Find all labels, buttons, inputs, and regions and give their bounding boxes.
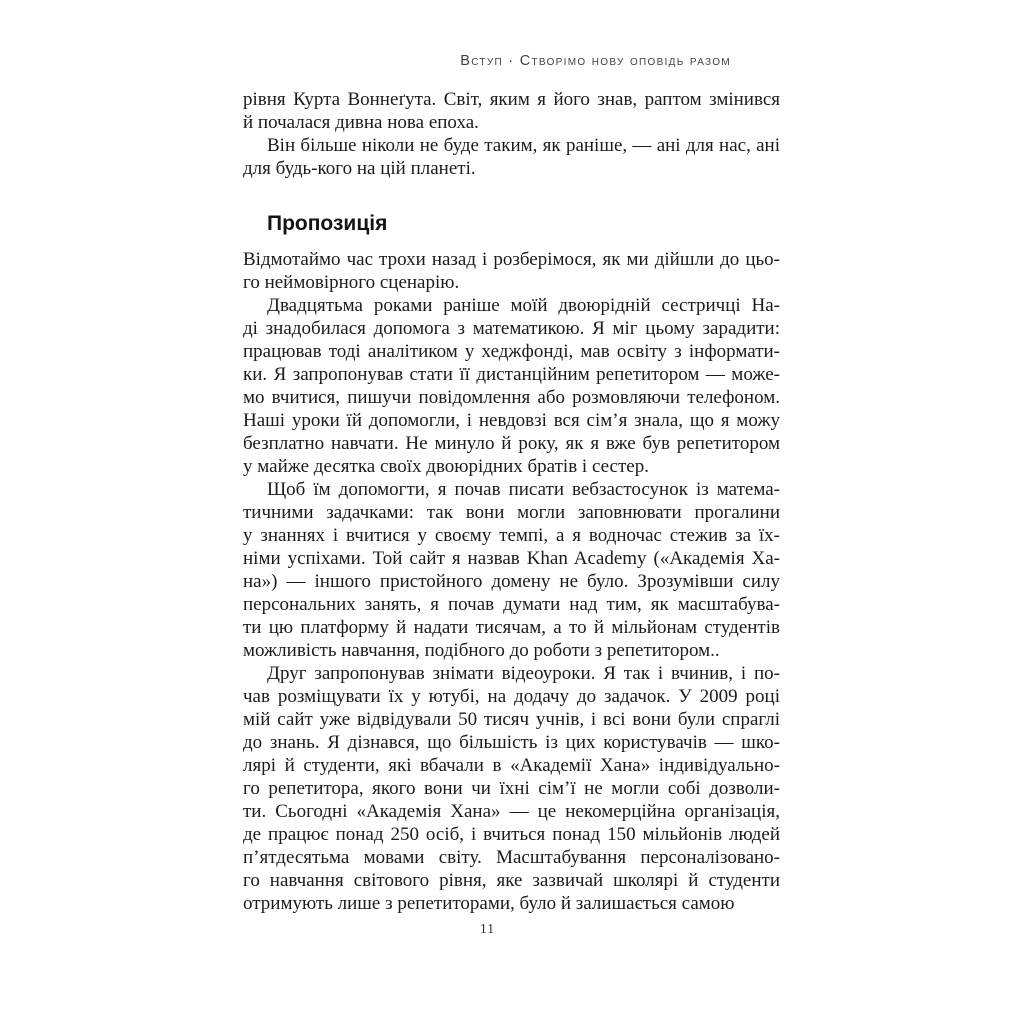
paragraph xyxy=(243,478,780,662)
body-line: Щоб їм допомогти, я почав писати вебзастосунок із матема- xyxy=(267,479,780,500)
paragraph-continuation xyxy=(243,88,780,134)
paragraph xyxy=(243,294,780,478)
paragraph xyxy=(243,248,780,294)
body-line: на») — іншого пристойного домену не було. Зрозумівши силу xyxy=(243,571,780,592)
body-line: мо вчитися, пишучи повідомлення або розмовляючи телефоном. xyxy=(243,387,780,408)
body-line: й почалася дивна нова епоха. xyxy=(243,112,479,133)
body-line: рівня Курта Воннеґута. Світ, яким я його знав, раптом змінився xyxy=(243,89,780,110)
body-line: у знаннях і вчитися у своєму темпі, а я водночас стежив за їх- xyxy=(243,525,780,546)
body-line: Наші уроки їй допомогли, і невдовзі вся сім’я знала, що я можу xyxy=(243,410,780,431)
body-line: отримують лише з репетиторами, було й залишається самою xyxy=(243,893,735,914)
body-line: у майже десятка своїх двоюрідних братів і сестер. xyxy=(243,456,649,477)
body-line: де працює понад 250 осіб, і вчиться понад 150 мільйонів людей xyxy=(243,824,780,845)
body-line: ді знадобилася допомога з математикою. Я міг цьому зарадити: xyxy=(243,318,780,339)
paragraph xyxy=(243,134,780,180)
page-content xyxy=(243,88,780,915)
paragraph xyxy=(243,662,780,915)
body-line: можливість навчання, подібного до роботи з репетитором.. xyxy=(243,640,720,661)
section-heading: Пропозиція xyxy=(267,212,388,235)
body-line: го неймовірного сценарію. xyxy=(243,272,460,293)
body-line: ки. Я запропонував стати її дистанційним репетитором — може- xyxy=(243,364,780,385)
body-line: чав розміщувати їх у ютубі, на додачу до задачок. У 2009 році xyxy=(243,686,780,707)
body-line: до знань. Я дізнався, що більшість із цих користувачів — шко- xyxy=(243,732,780,753)
body-line: Друг запропонував знімати відеоуроки. Я так і вчинив, і по- xyxy=(267,663,780,684)
body-line: Відмотаймо час трохи назад і розберімося, як ми дійшли до цьо- xyxy=(243,249,780,270)
body-line: лярі й студенти, які вбачали в «Академії Хана» індивідуально- xyxy=(243,755,780,776)
body-line: го репетитора, якого вони чи їхні сім’ї не могли собі дозволи- xyxy=(243,778,780,799)
body-line: го навчання світового рівня, яке зазвичай школярі й студенти xyxy=(243,870,780,891)
body-line: Він більше ніколи не буде таким, як раніше, — ані для нас, ані xyxy=(267,135,780,156)
body-line: Двадцятьма роками раніше моїй двоюрідній сестричці На- xyxy=(267,295,780,316)
body-line: п’ятдесятьма мовами світу. Масштабування персоналізовано- xyxy=(243,847,780,868)
body-line: тичними задачками: так вони могли заповнювати прогалини xyxy=(243,502,780,523)
body-line: безплатно навчати. Не минуло й року, як я вже був репетитором xyxy=(243,433,780,454)
body-line: ти. Сьогодні «Академія Хана» — це некомерційна організація, xyxy=(243,801,780,822)
body-line: персональних занять, я почав думати над тим, як масштабува- xyxy=(243,594,780,615)
body-line: німи успіхами. Той сайт я назвав Khan Academy («Академія Ха- xyxy=(243,548,780,569)
body-line: мій сайт уже відвідували 50 тисяч учнів, і всі вони були спраглі xyxy=(243,709,780,730)
body-line: ти цю платформу й надати тисячам, а то й мільйонам студентів xyxy=(243,617,780,638)
body-line: для будь-кого на цій планеті. xyxy=(243,158,476,179)
page-number: 11 xyxy=(480,921,495,936)
running-header: Вступ · Створімо нову оповідь разом xyxy=(460,53,731,69)
body-line: працював тоді аналітиком у хеджфонді, мав освіту з інформати- xyxy=(243,341,780,362)
